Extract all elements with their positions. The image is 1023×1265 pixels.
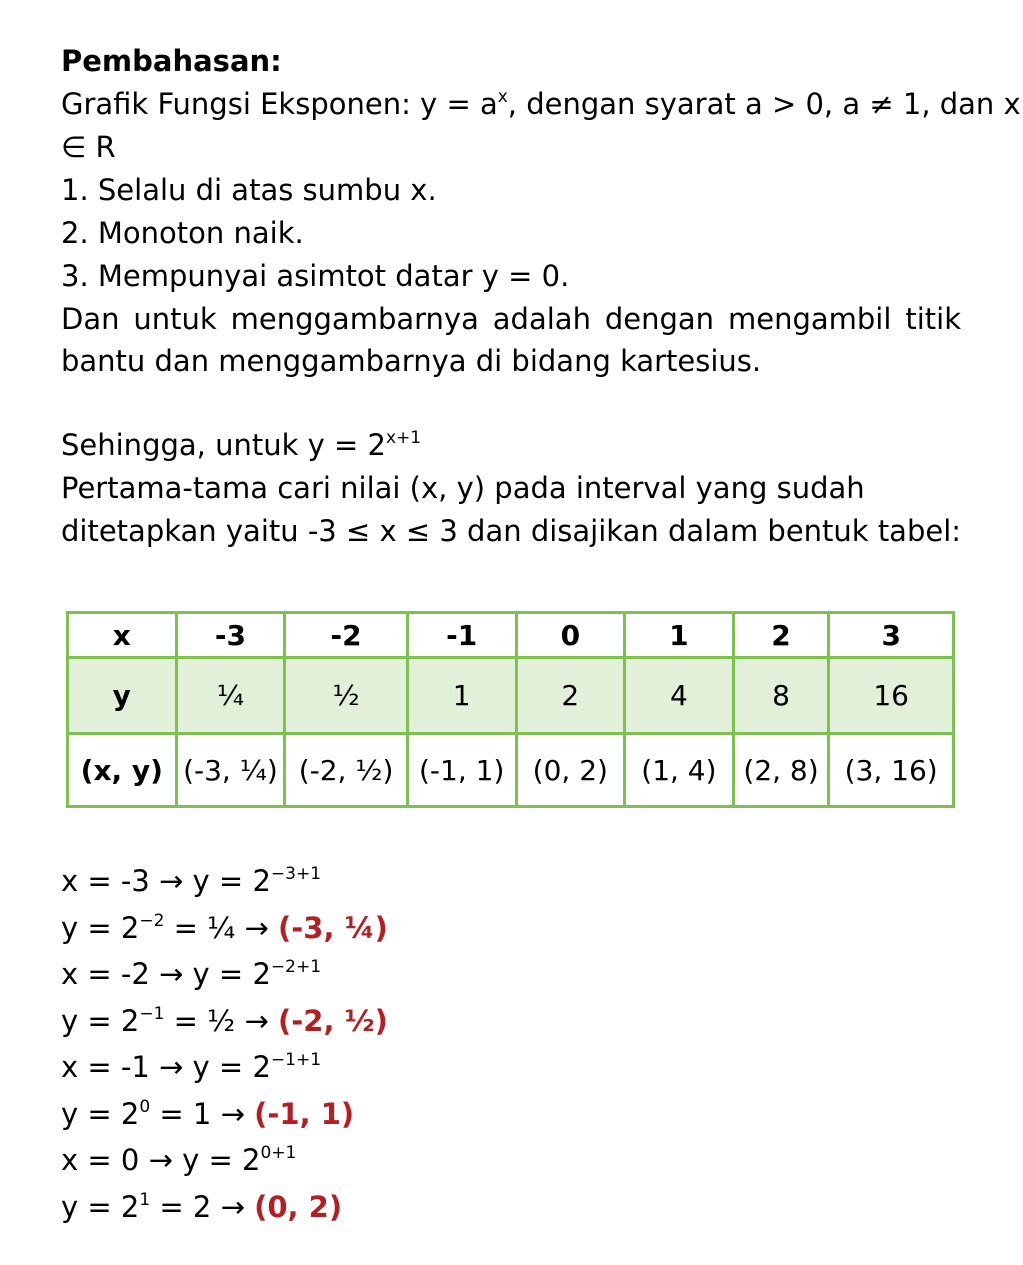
point-cell: (-3, ¼): [176, 734, 285, 807]
calc-step: $x = -2 \to y = 2^{-2+1}$: [61, 957, 322, 991]
row-label-y: y: [68, 658, 177, 734]
function-text: Sehingga, untuk y = 2: [61, 428, 386, 462]
result-point: (-1, 1): [254, 1096, 355, 1131]
calculation-steps: [61, 858, 388, 1230]
result-point: (0, 2): [254, 1189, 343, 1224]
point-cell: (3, 16): [829, 734, 954, 807]
y-cell: ½: [285, 658, 408, 734]
x-cell: -1: [407, 613, 516, 658]
table-row-xy: [68, 734, 954, 807]
method-paragraph: Dan untuk menggambarnya adalah dengan mengambil titik bantu dan menggambarnya di bidang kartesius.: [61, 302, 961, 378]
definition-line: [61, 83, 1021, 126]
calc-step: $y = 2^{-1}$ = ½ → (-2, ½): [61, 1003, 388, 1038]
calc-step: $y = 2^1 = 2 \to (0$, 2): [61, 1189, 343, 1224]
table-row-x: [68, 613, 954, 658]
calc-step: $x = 0 \to y = 2^{0+1}$: [61, 1143, 297, 1177]
y-cell: 1: [407, 658, 516, 734]
table-row-y: [68, 658, 954, 734]
y-cell: 8: [733, 658, 829, 734]
point-cell: (-1, 1): [407, 734, 516, 807]
instruction-line-1: Pertama-tama cari nilai (x, y) pada interval yang sudah: [61, 471, 865, 505]
x-cell: 3: [829, 613, 954, 658]
calc-step: $x = -3 \to y = 2^{-3+1}$: [61, 864, 322, 898]
point-cell: (-2, ½): [285, 734, 408, 807]
y-cell: 4: [625, 658, 734, 734]
point-cell: (1, 4): [625, 734, 734, 807]
calc-step: $y = 2^{-2}$ = ¼ → (-3, ¼): [61, 910, 388, 945]
calc-step: $y = 2^0 = 1 \to (-1$, 1): [61, 1096, 355, 1131]
y-cell: ¼: [176, 658, 285, 734]
x-cell: 0: [516, 613, 625, 658]
calc-step: $x = -1 \to y = 2^{-1+1}$: [61, 1050, 322, 1084]
function-line: [61, 424, 961, 467]
x-cell: 1: [625, 613, 734, 658]
property-2: 2. Monoton naik.: [61, 216, 304, 250]
document-body: [61, 40, 1021, 553]
function-exponent: x+1: [385, 428, 422, 448]
x-cell: -3: [176, 613, 285, 658]
row-label-x: x: [68, 613, 177, 658]
definition-text: Grafik Fungsi Eksponen: y = a: [61, 87, 498, 121]
point-cell: (2, 8): [733, 734, 829, 807]
row-label-xy: (x, y): [68, 734, 177, 807]
property-1: 1. Selalu di atas sumbu x.: [61, 173, 437, 207]
property-3: 3. Mempunyai asimtot datar y = 0.: [61, 259, 570, 293]
value-table: [66, 611, 955, 808]
y-cell: 2: [516, 658, 625, 734]
point-cell: (0, 2): [516, 734, 625, 807]
exponent: x: [497, 87, 508, 107]
definition-domain: ∈ R: [61, 130, 116, 164]
section-title: Pembahasan:: [61, 44, 282, 78]
x-cell: 2: [733, 613, 829, 658]
definition-condition: , dengan syarat a > 0, a ≠ 1, dan x: [507, 87, 1021, 121]
result-point: (-3, ¼): [278, 910, 388, 945]
result-point: (-2, ½): [278, 1003, 388, 1038]
instruction-line-2: ditetapkan yaitu -3 ≤ x ≤ 3 dan disajikan dalam bentuk tabel:: [61, 514, 962, 548]
x-cell: -2: [285, 613, 408, 658]
y-cell: 16: [829, 658, 954, 734]
